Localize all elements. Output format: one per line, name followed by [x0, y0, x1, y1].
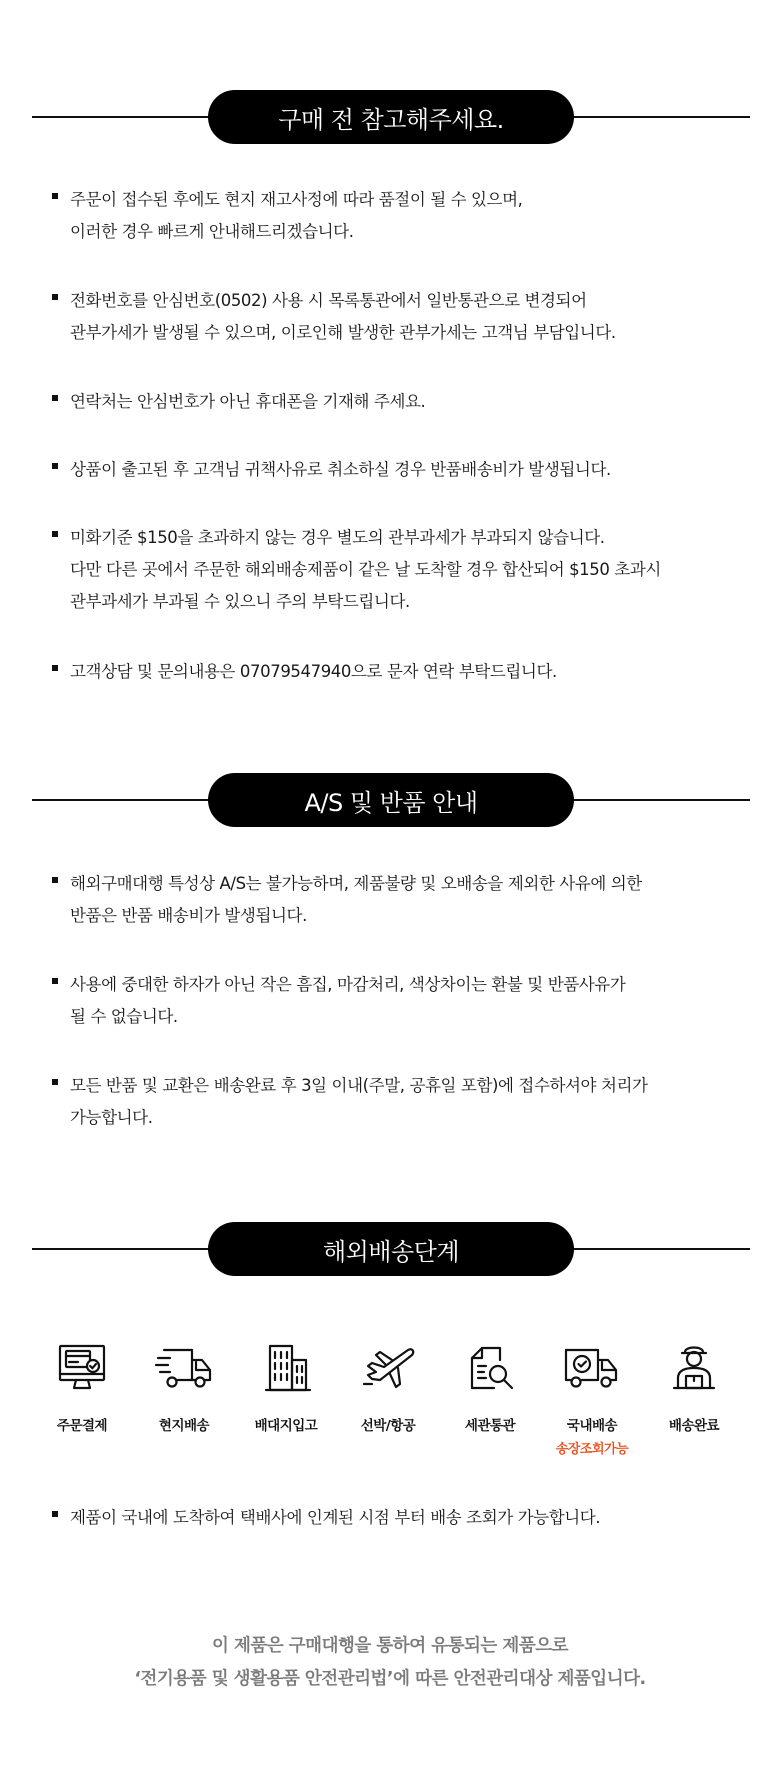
list-item-line: 사용에 중대한 하자가 아닌 작은 흠집, 마감처리, 색상차이는 환불 및 반품사유가: [70, 975, 626, 994]
list-item-line: 가능합니다.: [70, 1108, 153, 1127]
list-item-line: 해외구매대행 특성상 A/S는 불가능하며, 제품불량 및 오배송을 제외한 사유에 의한: [70, 874, 642, 893]
step-label: 주문결제: [56, 1418, 108, 1434]
list-item-line: 관부과세가 부과될 수 있으니 주의 부탁드립니다.: [70, 592, 410, 611]
shipping-step-local-delivery: [134, 1338, 234, 1468]
list-item-line: 주문이 접수된 후에도 현지 재고사정에 따라 품절이 될 수 있으며,: [70, 190, 523, 209]
list-item-line: 미화기준 $150을 초과하지 않는 경우 별도의 관부과세가 부과되지 않습니다.: [70, 528, 605, 547]
tracking-available-note: 송장조회가능: [555, 1442, 629, 1457]
customs-document-icon: [460, 1338, 520, 1398]
safety-notice-line: 이 제품은 구매대행을 통하여 유통되는 제품으로: [211, 1636, 569, 1656]
shipping-step-order-payment: [32, 1338, 132, 1468]
bullet-mark: [52, 978, 58, 984]
bullet-mark: [52, 193, 58, 199]
payment-monitor-icon: [52, 1338, 112, 1398]
bullet-mark: [52, 1511, 58, 1517]
list-item-line: 반품은 반품 배송비가 발생됩니다.: [70, 906, 307, 925]
list-item-line: 관부가세가 발생될 수 있으며, 이로인해 발생한 관부가세는 고객님 부담입니다.: [70, 323, 616, 342]
shipping-step-domestic: [542, 1338, 642, 1468]
list-item-line: 연락처는 안심번호가 아닌 휴대폰을 기재해 주세요.: [70, 392, 426, 411]
bullet-mark: [52, 294, 58, 300]
shipping-step-ship-air: [338, 1338, 438, 1468]
safety-notice-line: ‘전기용품 및 생활용품 안전관리법’에 따른 안전관리대상 제품입니다.: [134, 1669, 646, 1689]
bullet-mark: [52, 1079, 58, 1085]
step-label: 배대지입고: [254, 1418, 318, 1434]
bullet-mark: [52, 463, 58, 469]
shipping-step-complete: [644, 1338, 744, 1468]
shipping-steps: [32, 1338, 750, 1468]
checked-truck-icon: [562, 1338, 622, 1398]
section-title: 해외배송단계: [208, 1222, 574, 1276]
courier-person-icon: [664, 1338, 724, 1398]
list-item-line: 다만 다른 곳에서 주문한 해외배송제품이 같은 날 도착할 경우 합산되어 $150 초과시: [70, 560, 661, 579]
section-header-shipping: [32, 1222, 750, 1276]
shipping-step-customs: [440, 1338, 540, 1468]
safety-notice: [0, 1630, 780, 1696]
list-item-line: 모든 반품 및 교환은 배송완료 후 3일 이내(주말, 공휴일 포함)에 접수하셔야 처리가: [70, 1076, 648, 1095]
step-label: 선박/항공: [360, 1418, 416, 1434]
bullet-mark: [52, 877, 58, 883]
list-item-line: 고객상담 및 문의내용은 07079547940으로 문자 연락 부탁드립니다.: [70, 662, 557, 681]
step-label: 배송완료: [668, 1418, 720, 1434]
section-title: A/S 및 반품 안내: [208, 773, 574, 827]
section-header-as-return: [32, 773, 750, 827]
section-title: 구매 전 참고해주세요.: [208, 90, 574, 144]
bullet-mark: [52, 665, 58, 671]
step-label: 현지배송: [158, 1418, 210, 1434]
delivery-truck-icon: [154, 1338, 214, 1398]
bullet-mark: [52, 531, 58, 537]
shipping-step-warehouse: [236, 1338, 336, 1468]
section-header-before-purchase: [32, 90, 750, 144]
list-item-line: 전화번호를 안심번호(0502) 사용 시 목록통관에서 일반통관으로 변경되어: [70, 291, 587, 310]
list-item-line: 이러한 경우 빠르게 안내해드리겠습니다.: [70, 222, 354, 241]
airplane-icon: [358, 1338, 418, 1398]
shipping-note: 제품이 국내에 도착하여 택배사에 인계된 시점 부터 배송 조회가 가능합니다.: [70, 1508, 601, 1527]
step-label: 국내배송: [566, 1418, 618, 1434]
list-item-line: 될 수 없습니다.: [70, 1007, 178, 1026]
list-item-line: 상품이 출고된 후 고객님 귀책사유로 취소하실 경우 반품배송비가 발생됩니다.: [70, 460, 611, 479]
warehouse-building-icon: [256, 1338, 316, 1398]
step-label: 세관통관: [464, 1418, 516, 1434]
bullet-mark: [52, 395, 58, 401]
